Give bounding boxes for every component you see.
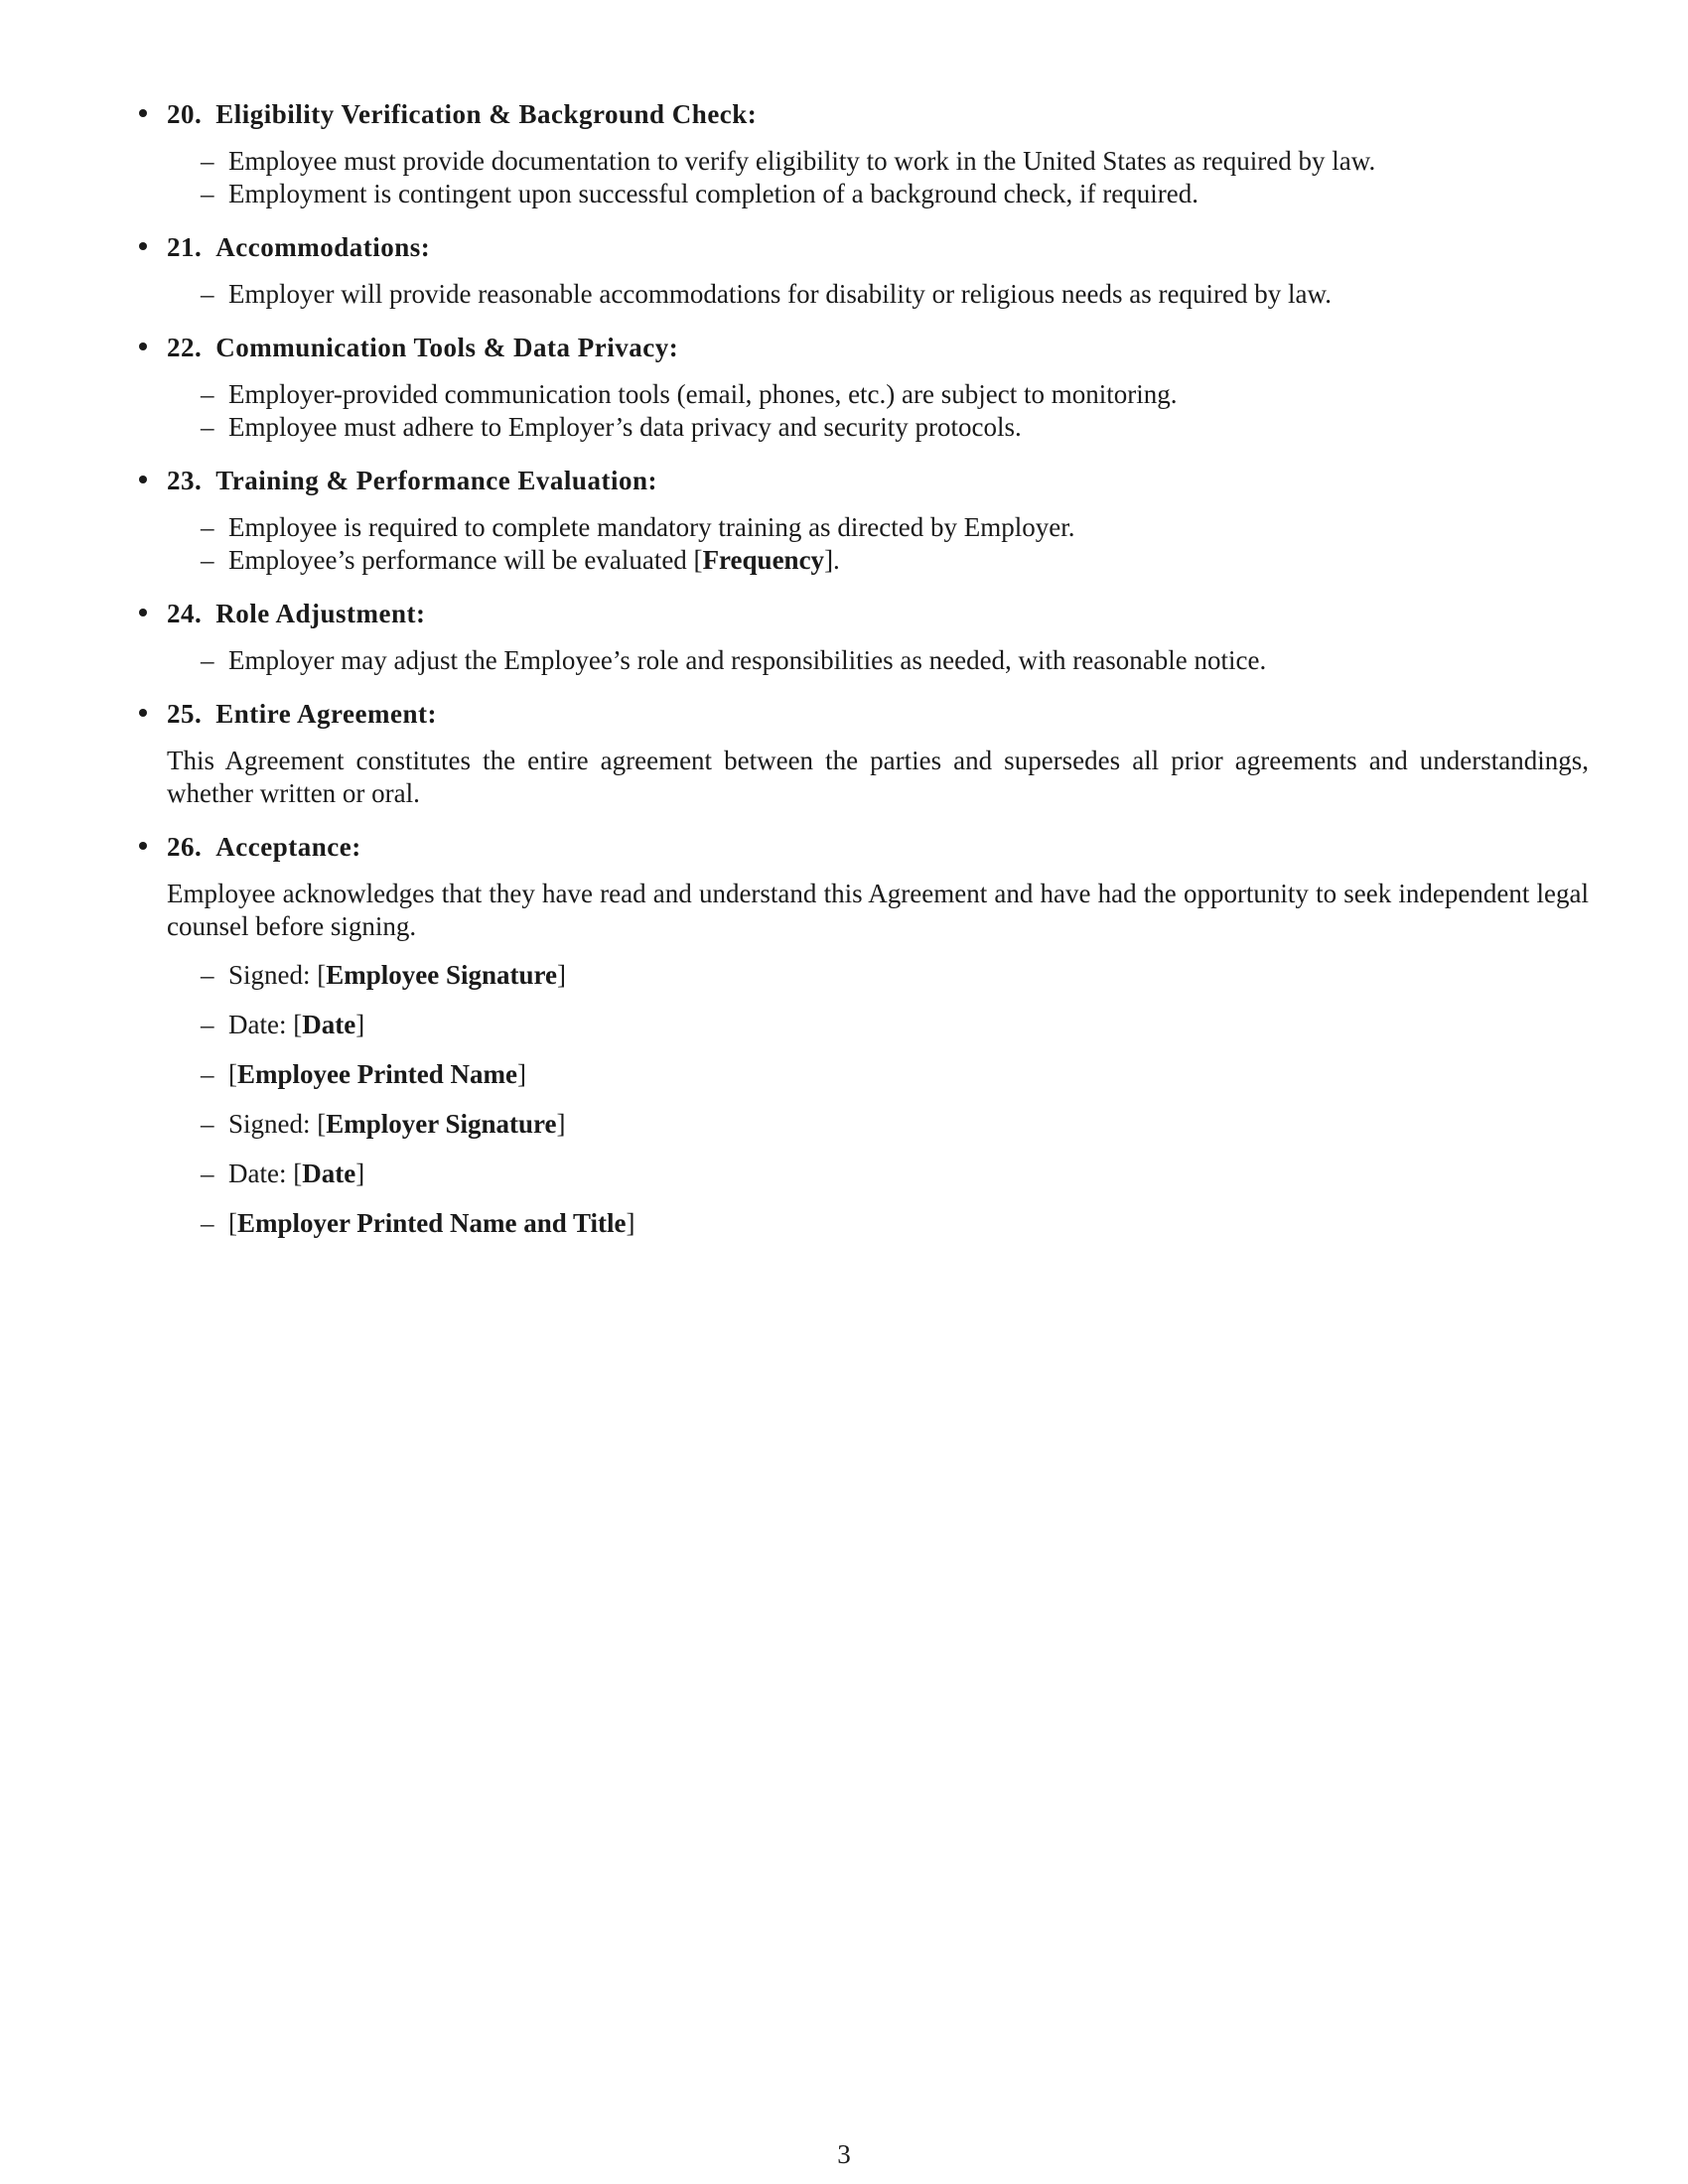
dash-icon: – [201,279,214,309]
dash-icon: – [201,412,214,442]
placeholder-employer-printed-name: Employer Printed Name and Title [237,1208,627,1238]
dash-icon: – [201,960,214,990]
section-24 [139,597,1589,677]
dash-icon: – [201,179,214,208]
employee-date-line: – Date: [Date] [201,1010,365,1039]
section-number: 24. [167,599,203,628]
section-title: Role Adjustment: [215,599,426,628]
employee-name-line: – [Employee Printed Name] [201,1059,526,1089]
dash-icon: – [201,1010,214,1039]
section-paragraph: This Agreement constitutes the entire agreement between the parties and supersedes all prior agreements and understandings, whether written or oral. [167,746,1589,808]
placeholder-employee-signature: Employee Signature [326,960,558,990]
placeholder-employer-signature: Employer Signature [326,1109,557,1139]
item-text: Employee’s performance will be evaluated [ [228,545,703,575]
item-list [167,145,1589,210]
placeholder-employee-date: Date [302,1010,356,1039]
item-text: Employer may adjust the Employee’s role and responsibilities as needed, with reasonable notice. [228,645,1267,675]
section-heading [167,97,1589,131]
date-label: Date: [228,1159,294,1188]
item-list [167,278,1589,311]
section-heading [167,331,1589,364]
section-heading [167,597,1589,630]
dash-icon: – [201,1208,214,1238]
section-number: 26. [167,832,203,862]
list-item [201,378,1589,411]
list-item [201,411,1589,444]
item-text: Employee must adhere to Employer’s data privacy and security protocols. [228,412,1022,442]
section-heading [167,464,1589,497]
date-label: Date: [228,1010,294,1039]
item-text: Employee is required to complete mandatory training as directed by Employer. [228,512,1075,542]
list-item [201,511,1589,544]
bullet-icon [139,709,147,717]
section-title: Communication Tools & Data Privacy: [215,333,679,362]
list-item [201,278,1589,311]
section-list [139,97,1589,1260]
list-item [201,145,1589,178]
item-text: Employer will provide reasonable accommodations for disability or religious needs as required by law. [228,279,1332,309]
dash-icon: – [201,379,214,409]
dash-icon: – [201,1109,214,1139]
employee-signature-line: – Signed: [Employee Signature] [201,960,567,990]
dash-icon: – [201,645,214,675]
section-26 [139,830,1589,1240]
bullet-icon [139,342,147,350]
item-list [167,644,1589,677]
item-text: Employer-provided communication tools (email, phones, etc.) are subject to monitoring. [228,379,1178,409]
bullet-icon [139,109,147,117]
section-title: Eligibility Verification & Background Check: [215,99,758,129]
employer-signature-line: – Signed: [Employer Signature] [201,1109,566,1139]
bullet-icon [139,842,147,850]
section-title: Entire Agreement: [215,699,437,729]
item-text-suffix: ]. [824,545,840,575]
section-heading [167,230,1589,264]
placeholder-employer-date: Date [302,1159,356,1188]
list-item [201,178,1589,210]
placeholder-frequency: Frequency [702,545,825,575]
signature-list [167,959,1589,1240]
section-heading [167,697,1589,731]
item-list [167,511,1589,577]
section-paragraph: Employee acknowledges that they have read and understand this Agreement and have had the opportunity to seek independent legal counsel before signing. [167,879,1589,941]
item-list [167,378,1589,444]
bullet-icon [139,609,147,616]
list-item [201,544,1589,577]
page-number: 3 [837,2139,851,2169]
dash-icon: – [201,512,214,542]
dash-icon: – [201,1059,214,1089]
item-text: Employment is contingent upon successful completion of a background check, if required. [228,179,1198,208]
section-title: Training & Performance Evaluation: [215,466,657,495]
section-number: 21. [167,232,203,262]
section-21 [139,230,1589,311]
bullet-icon [139,242,147,250]
placeholder-employee-printed-name: Employee Printed Name [237,1059,517,1089]
item-text: Employee must provide documentation to verify eligibility to work in the United States as required by law. [228,146,1376,176]
employer-date-line: – Date: [Date] [201,1159,365,1188]
section-25 [139,697,1589,810]
section-number: 22. [167,333,203,362]
dash-icon: – [201,146,214,176]
section-number: 23. [167,466,203,495]
bullet-icon [139,476,147,483]
section-title: Acceptance: [215,832,361,862]
section-23 [139,464,1589,577]
section-number: 20. [167,99,203,129]
dash-icon: – [201,545,214,575]
signed-label: Signed: [228,1109,318,1139]
section-20 [139,97,1589,210]
list-item [201,644,1589,677]
section-title: Accommodations: [215,232,431,262]
section-heading [167,830,1589,864]
dash-icon: – [201,1159,214,1188]
section-22 [139,331,1589,444]
section-number: 25. [167,699,203,729]
employer-name-line: – [Employer Printed Name and Title] [201,1208,635,1238]
signed-label: Signed: [228,960,318,990]
